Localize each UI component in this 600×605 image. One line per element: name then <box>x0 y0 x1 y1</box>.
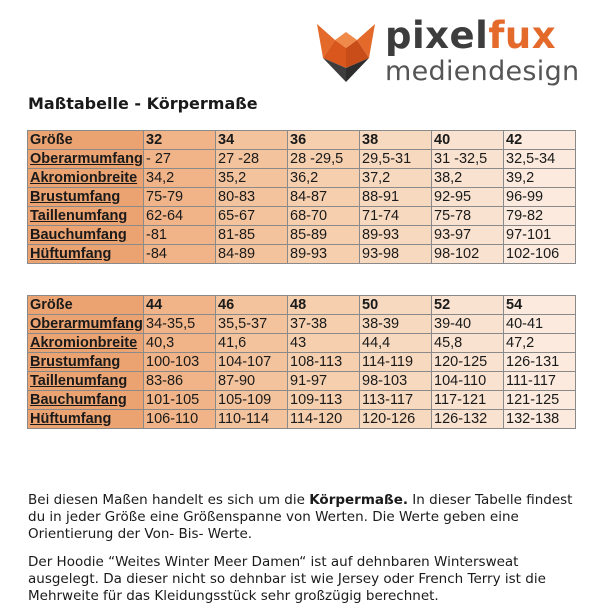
brand-tagline: mediendesign <box>385 56 580 87</box>
value-cell: 126-131 <box>504 353 576 372</box>
value-cell: 27 -28 <box>216 150 288 169</box>
value-cell: 89-93 <box>360 226 432 245</box>
value-cell: 120-125 <box>432 353 504 372</box>
value-cell: 81-85 <box>216 226 288 245</box>
size-table-2 <box>27 295 576 429</box>
value-cell: 28 -29,5 <box>288 150 360 169</box>
measure-label-cell: Oberarmumfang <box>28 150 144 169</box>
value-cell: 84-87 <box>288 188 360 207</box>
brand-logo <box>315 14 585 88</box>
size-header-cell: 52 <box>432 296 504 315</box>
measure-label-cell: Brustumfang <box>28 353 144 372</box>
value-cell: 40,3 <box>144 334 216 353</box>
value-cell: 109-113 <box>288 391 360 410</box>
value-cell: 85-89 <box>288 226 360 245</box>
size-header-cell: 54 <box>504 296 576 315</box>
table-row <box>28 353 576 372</box>
size-header-cell: 44 <box>144 296 216 315</box>
table-header-row <box>28 296 576 315</box>
value-cell: 108-113 <box>288 353 360 372</box>
value-cell: 47,2 <box>504 334 576 353</box>
size-header-cell: 34 <box>216 131 288 150</box>
value-cell: 37-38 <box>288 315 360 334</box>
value-cell: 88-91 <box>360 188 432 207</box>
value-cell: 105-109 <box>216 391 288 410</box>
measure-label-cell: Akromionbreite <box>28 169 144 188</box>
value-cell: 91-97 <box>288 372 360 391</box>
value-cell: 114-119 <box>360 353 432 372</box>
header-label-cell: Größe <box>28 131 144 150</box>
measure-label-cell: Oberarmumfang <box>28 315 144 334</box>
value-cell: 71-74 <box>360 207 432 226</box>
value-cell: 92-95 <box>432 188 504 207</box>
value-cell: 97-101 <box>504 226 576 245</box>
value-cell: 34-35,5 <box>144 315 216 334</box>
measure-label-cell: Brustumfang <box>28 188 144 207</box>
size-table-1 <box>27 130 576 264</box>
table-row <box>28 150 576 169</box>
value-cell: 98-103 <box>360 372 432 391</box>
measure-label-cell: Taillenumfang <box>28 207 144 226</box>
value-cell: 114-120 <box>288 410 360 429</box>
measure-label-cell: Bauchumfang <box>28 226 144 245</box>
value-cell: 101-105 <box>144 391 216 410</box>
size-header-cell: 46 <box>216 296 288 315</box>
table-row <box>28 226 576 245</box>
value-cell: 40-41 <box>504 315 576 334</box>
size-header-cell: 42 <box>504 131 576 150</box>
intro-text-after: In dieser Tabelle findest du in jeder Größe eine Größenspanne von Werten. Die Werte geben eine Orientierung der Von- Bis- Werte. <box>28 492 573 542</box>
value-cell: -81 <box>144 226 216 245</box>
value-cell: 38-39 <box>360 315 432 334</box>
value-cell: 96-99 <box>504 188 576 207</box>
value-cell: 89-93 <box>288 245 360 264</box>
value-cell: 31 -32,5 <box>432 150 504 169</box>
size-header-cell: 38 <box>360 131 432 150</box>
value-cell: 44,4 <box>360 334 432 353</box>
value-cell: 113-117 <box>360 391 432 410</box>
size-header-cell: 48 <box>288 296 360 315</box>
value-cell: 29,5-31 <box>360 150 432 169</box>
table-row <box>28 188 576 207</box>
value-cell: 35,5-37 <box>216 315 288 334</box>
fox-logo-icon <box>315 18 377 86</box>
value-cell: 104-107 <box>216 353 288 372</box>
value-cell: 98-102 <box>432 245 504 264</box>
measure-label-cell: Bauchumfang <box>28 391 144 410</box>
value-cell: 126-132 <box>432 410 504 429</box>
fabric-paragraph: Der Hoodie “Weites Winter Meer Damen“ ist auf dehnbaren Wintersweat ausgelegt. Da dieser nicht so dehnbar ist wie Jersey oder French Terry ist die Mehrweite für das Kleidungsstück sehr großzügig berechnet. <box>28 554 546 604</box>
size-header-cell: 40 <box>432 131 504 150</box>
value-cell: 121-125 <box>504 391 576 410</box>
value-cell: 45,8 <box>432 334 504 353</box>
table-row <box>28 391 576 410</box>
value-cell: -84 <box>144 245 216 264</box>
value-cell: 39,2 <box>504 169 576 188</box>
brand-word-part1: pixel <box>385 14 489 57</box>
table-row <box>28 372 576 391</box>
measure-label-cell: Hüftumfang <box>28 245 144 264</box>
value-cell: 132-138 <box>504 410 576 429</box>
value-cell: 75-78 <box>432 207 504 226</box>
value-cell: 36,2 <box>288 169 360 188</box>
value-cell: 75-79 <box>144 188 216 207</box>
value-cell: 32,5-34 <box>504 150 576 169</box>
value-cell: 106-110 <box>144 410 216 429</box>
intro-text-before: Bei diesen Maßen handelt es sich um die <box>28 492 310 508</box>
table-header-row <box>28 131 576 150</box>
value-cell: 83-86 <box>144 372 216 391</box>
value-cell: 87-90 <box>216 372 288 391</box>
size-header-cell: 36 <box>288 131 360 150</box>
intro-paragraph <box>28 492 588 543</box>
table-row <box>28 410 576 429</box>
value-cell: 93-97 <box>432 226 504 245</box>
value-cell: 102-106 <box>504 245 576 264</box>
measure-label-cell: Hüftumfang <box>28 410 144 429</box>
intro-text-bold: Körpermaße. <box>309 492 409 508</box>
value-cell: 38,2 <box>432 169 504 188</box>
value-cell: 120-126 <box>360 410 432 429</box>
value-cell: 79-82 <box>504 207 576 226</box>
value-cell: 117-121 <box>432 391 504 410</box>
value-cell: 34,2 <box>144 169 216 188</box>
value-cell: 41,6 <box>216 334 288 353</box>
value-cell: 111-117 <box>504 372 576 391</box>
table-row <box>28 334 576 353</box>
value-cell: 68-70 <box>288 207 360 226</box>
value-cell: 93-98 <box>360 245 432 264</box>
header-label-cell: Größe <box>28 296 144 315</box>
table-row <box>28 207 576 226</box>
value-cell: - 27 <box>144 150 216 169</box>
value-cell: 37,2 <box>360 169 432 188</box>
measure-label-cell: Taillenumfang <box>28 372 144 391</box>
value-cell: 84-89 <box>216 245 288 264</box>
table-row <box>28 245 576 264</box>
value-cell: 80-83 <box>216 188 288 207</box>
value-cell: 39-40 <box>432 315 504 334</box>
value-cell: 43 <box>288 334 360 353</box>
value-cell: 35,2 <box>216 169 288 188</box>
size-header-cell: 50 <box>360 296 432 315</box>
value-cell: 65-67 <box>216 207 288 226</box>
brand-word-part2: fux <box>488 14 557 57</box>
page-title: Maßtabelle - Körpermaße <box>28 94 258 113</box>
value-cell: 100-103 <box>144 353 216 372</box>
table-row <box>28 315 576 334</box>
size-header-cell: 32 <box>144 131 216 150</box>
table-row <box>28 169 576 188</box>
value-cell: 104-110 <box>432 372 504 391</box>
value-cell: 110-114 <box>216 410 288 429</box>
measure-label-cell: Akromionbreite <box>28 334 144 353</box>
value-cell: 62-64 <box>144 207 216 226</box>
